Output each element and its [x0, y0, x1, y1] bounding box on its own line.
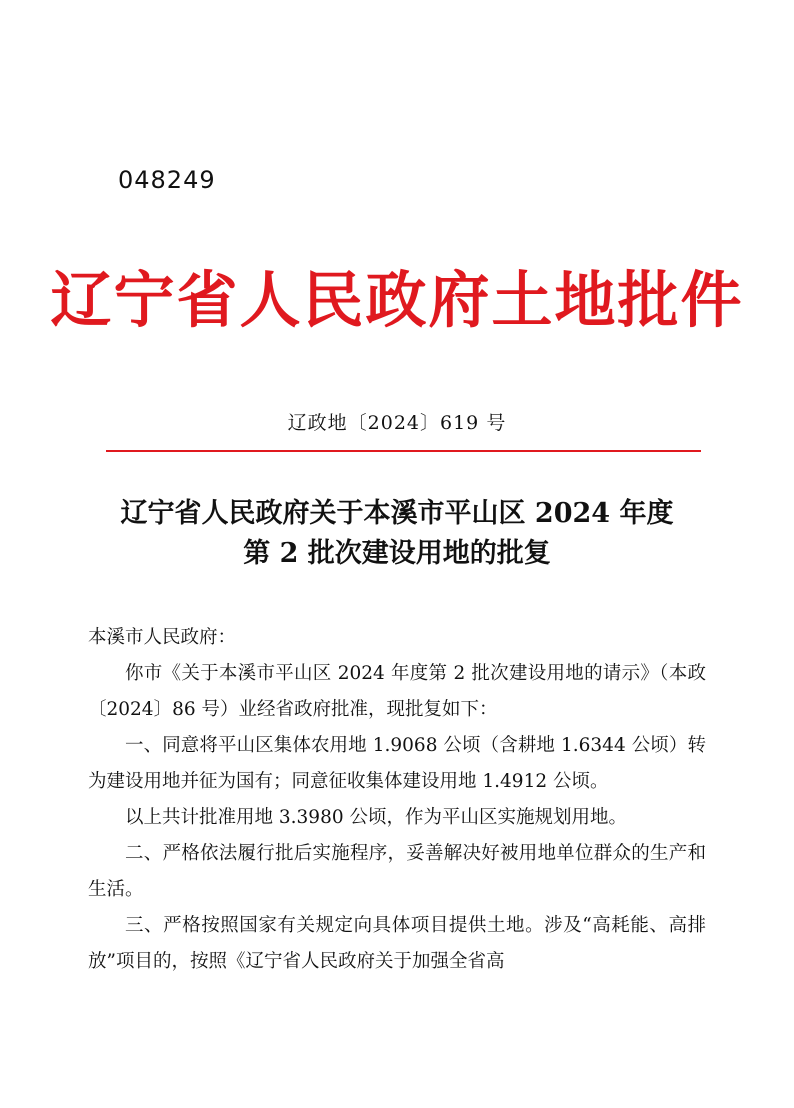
document-body — [88, 620, 706, 980]
body-paragraph: 一、同意将平山区集体农用地 1.9068 公顷（含耕地 1.6344 公顷）转为建设用地并征为国有；同意征收集体建设用地 1.4912 公顷。 — [88, 735, 706, 792]
body-paragraph: 三、严格按照国家有关规定向具体项目提供土地。涉及“高耗能、高排放”项目的，按照《辽宁省人民政府关于加强全省高 — [88, 915, 706, 972]
masthead-title: 辽宁省人民政府土地批件 — [50, 265, 744, 336]
title-line-1: 辽宁省人民政府关于本溪市平山区 2024 年度 — [120, 498, 674, 529]
body-paragraph: 二、严格依法履行批后实施程序，妥善解决好被用地单位群众的生产和生活。 — [88, 843, 706, 900]
salutation: 本溪市人民政府： — [88, 627, 237, 648]
document-title — [0, 494, 794, 574]
serial-number: 048249 — [118, 166, 216, 194]
red-divider-line — [106, 450, 701, 452]
body-paragraph: 以上共计批准用地 3.3980 公顷，作为平山区实施规划用地。 — [125, 807, 627, 828]
body-paragraph: 你市《关于本溪市平山区 2024 年度第 2 批次建设用地的请示》（本政〔2024〕86 号）业经省政府批准，现批复如下： — [88, 663, 706, 720]
title-line-2: 第 2 批次建设用地的批复 — [243, 538, 551, 569]
document-number: 辽政地〔2024〕619 号 — [287, 412, 507, 434]
